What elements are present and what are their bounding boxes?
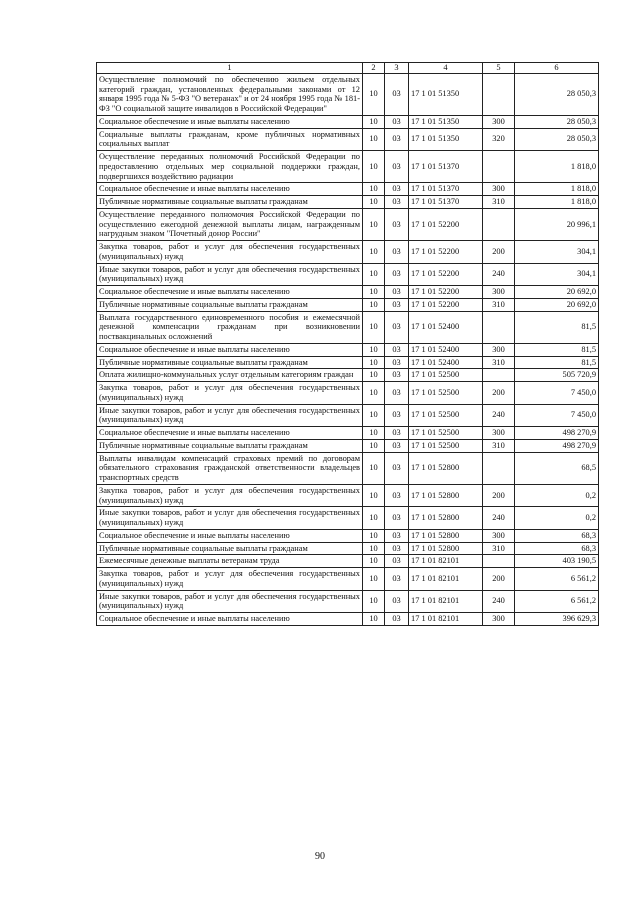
row-subsection-cell: 03 — [385, 427, 409, 440]
row-section-cell: 10 — [363, 196, 385, 209]
row-subsection-cell: 03 — [385, 151, 409, 183]
table-row — [97, 590, 599, 613]
row-section-cell: 10 — [363, 151, 385, 183]
table-row — [97, 507, 599, 530]
row-subsection-cell: 03 — [385, 369, 409, 382]
header-cell-section: 2 — [363, 63, 385, 74]
table-row — [97, 439, 599, 452]
row-name-cell: Иные закупки товаров, работ и услуг для обеспечения государственных (муниципальных) нужд — [97, 507, 363, 530]
row-expense-type-cell — [483, 369, 515, 382]
row-subsection-cell: 03 — [385, 555, 409, 568]
row-name-cell: Иные закупки товаров, работ и услуг для обеспечения государственных (муниципальных) нужд — [97, 263, 363, 286]
row-expense-type-cell: 310 — [483, 439, 515, 452]
table-row — [97, 568, 599, 591]
row-name-cell: Иные закупки товаров, работ и услуг для обеспечения государственных (муниципальных) нужд — [97, 590, 363, 613]
row-subsection-cell: 03 — [385, 439, 409, 452]
table-row — [97, 115, 599, 128]
page-number: 90 — [315, 851, 325, 862]
row-section-cell: 10 — [363, 208, 385, 240]
row-name-cell: Иные закупки товаров, работ и услуг для обеспечения государственных (муниципальных) нужд — [97, 404, 363, 427]
row-section-cell: 10 — [363, 128, 385, 151]
row-name-cell: Осуществление переданного полномочия Российской Федерации по осуществлению ежегодной денежной выплаты лицам, награжденным нагрудным знаком "Почетный донор России" — [97, 208, 363, 240]
row-expense-type-cell: 310 — [483, 196, 515, 209]
row-amount-cell: 6 561,2 — [515, 568, 599, 591]
row-amount-cell: 1 818,0 — [515, 196, 599, 209]
row-expense-type-cell — [483, 73, 515, 115]
table-row — [97, 241, 599, 264]
row-name-cell: Выплата государственного единовременного пособия и ежемесячной денежной компенсации гражданам при возникновении поствакцинальных осложнений — [97, 311, 363, 343]
row-target-article-cell: 17 1 01 52200 — [409, 298, 483, 311]
row-amount-cell: 81,5 — [515, 311, 599, 343]
row-target-article-cell: 17 1 01 82101 — [409, 613, 483, 626]
table-row — [97, 128, 599, 151]
row-subsection-cell: 03 — [385, 404, 409, 427]
row-amount-cell: 498 270,9 — [515, 427, 599, 440]
row-section-cell: 10 — [363, 356, 385, 369]
row-amount-cell: 403 190,5 — [515, 555, 599, 568]
table-row — [97, 263, 599, 286]
row-target-article-cell: 17 1 01 52500 — [409, 404, 483, 427]
row-target-article-cell: 17 1 01 52400 — [409, 311, 483, 343]
row-expense-type-cell: 300 — [483, 529, 515, 542]
row-section-cell: 10 — [363, 439, 385, 452]
row-section-cell: 10 — [363, 298, 385, 311]
row-section-cell: 10 — [363, 568, 385, 591]
table-row — [97, 286, 599, 299]
row-name-cell: Оплата жилищно-коммунальных услуг отдельным категориям граждан — [97, 369, 363, 382]
row-section-cell: 10 — [363, 590, 385, 613]
row-subsection-cell: 03 — [385, 115, 409, 128]
row-amount-cell: 28 050,3 — [515, 115, 599, 128]
row-expense-type-cell: 300 — [483, 115, 515, 128]
row-expense-type-cell — [483, 151, 515, 183]
row-section-cell: 10 — [363, 427, 385, 440]
row-subsection-cell: 03 — [385, 298, 409, 311]
row-amount-cell: 304,1 — [515, 241, 599, 264]
row-subsection-cell: 03 — [385, 73, 409, 115]
row-amount-cell: 396 629,3 — [515, 613, 599, 626]
header-cell-subsection: 3 — [385, 63, 409, 74]
table-row — [97, 382, 599, 405]
row-section-cell: 10 — [363, 73, 385, 115]
row-section-cell: 10 — [363, 183, 385, 196]
row-target-article-cell: 17 1 01 51350 — [409, 115, 483, 128]
row-subsection-cell: 03 — [385, 484, 409, 507]
row-expense-type-cell: 300 — [483, 183, 515, 196]
row-name-cell: Ежемесячные денежные выплаты ветеранам труда — [97, 555, 363, 568]
row-expense-type-cell: 310 — [483, 356, 515, 369]
row-section-cell: 10 — [363, 555, 385, 568]
table-row — [97, 343, 599, 356]
row-name-cell: Осуществление переданных полномочий Российской Федерации по предоставлению отдельных мер социальной поддержки граждан, подвергшихся воздействию радиации — [97, 151, 363, 183]
row-subsection-cell: 03 — [385, 382, 409, 405]
row-subsection-cell: 03 — [385, 568, 409, 591]
row-expense-type-cell: 320 — [483, 128, 515, 151]
row-section-cell: 10 — [363, 115, 385, 128]
row-subsection-cell: 03 — [385, 529, 409, 542]
row-subsection-cell: 03 — [385, 507, 409, 530]
row-target-article-cell: 17 1 01 52200 — [409, 263, 483, 286]
table-row — [97, 196, 599, 209]
row-section-cell: 10 — [363, 382, 385, 405]
row-subsection-cell: 03 — [385, 286, 409, 299]
row-expense-type-cell: 310 — [483, 542, 515, 555]
row-amount-cell: 0,2 — [515, 507, 599, 530]
table-row — [97, 613, 599, 626]
row-target-article-cell: 17 1 01 51370 — [409, 196, 483, 209]
row-expense-type-cell: 240 — [483, 507, 515, 530]
table-row — [97, 151, 599, 183]
row-amount-cell: 20 692,0 — [515, 298, 599, 311]
row-amount-cell: 1 818,0 — [515, 151, 599, 183]
row-target-article-cell: 17 1 01 52800 — [409, 484, 483, 507]
row-target-article-cell: 17 1 01 51370 — [409, 151, 483, 183]
row-target-article-cell: 17 1 01 51350 — [409, 73, 483, 115]
table-row — [97, 73, 599, 115]
row-amount-cell: 68,3 — [515, 529, 599, 542]
row-target-article-cell: 17 1 01 52400 — [409, 356, 483, 369]
row-subsection-cell: 03 — [385, 452, 409, 484]
row-name-cell: Социальные выплаты гражданам, кроме публичных нормативных социальных выплат — [97, 128, 363, 151]
row-amount-cell: 1 818,0 — [515, 183, 599, 196]
row-subsection-cell: 03 — [385, 613, 409, 626]
row-name-cell: Закупка товаров, работ и услуг для обеспечения государственных (муниципальных) нужд — [97, 241, 363, 264]
row-amount-cell: 68,3 — [515, 542, 599, 555]
row-target-article-cell: 17 1 01 52500 — [409, 382, 483, 405]
row-expense-type-cell: 240 — [483, 263, 515, 286]
row-target-article-cell: 17 1 01 52200 — [409, 241, 483, 264]
row-expense-type-cell — [483, 555, 515, 568]
table-row — [97, 311, 599, 343]
row-name-cell: Закупка товаров, работ и услуг для обеспечения государственных (муниципальных) нужд — [97, 382, 363, 405]
row-amount-cell: 7 450,0 — [515, 404, 599, 427]
table-row — [97, 529, 599, 542]
row-section-cell: 10 — [363, 507, 385, 530]
row-name-cell: Социальное обеспечение и иные выплаты населению — [97, 115, 363, 128]
row-subsection-cell: 03 — [385, 208, 409, 240]
row-target-article-cell: 17 1 01 52800 — [409, 529, 483, 542]
row-target-article-cell: 17 1 01 52400 — [409, 343, 483, 356]
row-amount-cell: 20 996,1 — [515, 208, 599, 240]
table-row — [97, 298, 599, 311]
row-amount-cell: 28 050,3 — [515, 128, 599, 151]
row-name-cell: Публичные нормативные социальные выплаты гражданам — [97, 439, 363, 452]
row-amount-cell: 20 692,0 — [515, 286, 599, 299]
row-expense-type-cell — [483, 452, 515, 484]
row-subsection-cell: 03 — [385, 241, 409, 264]
row-amount-cell: 304,1 — [515, 263, 599, 286]
row-subsection-cell: 03 — [385, 542, 409, 555]
row-target-article-cell: 17 1 01 82101 — [409, 555, 483, 568]
row-subsection-cell: 03 — [385, 311, 409, 343]
row-amount-cell: 498 270,9 — [515, 439, 599, 452]
table-row — [97, 542, 599, 555]
row-subsection-cell: 03 — [385, 128, 409, 151]
row-section-cell: 10 — [363, 263, 385, 286]
row-target-article-cell: 17 1 01 82101 — [409, 568, 483, 591]
row-name-cell: Выплаты инвалидам компенсаций страховых премий по договорам обязательного страхования гражданской ответственности владельцев транспортных средств — [97, 452, 363, 484]
row-subsection-cell: 03 — [385, 343, 409, 356]
table-row — [97, 427, 599, 440]
table-row — [97, 555, 599, 568]
row-expense-type-cell — [483, 208, 515, 240]
table-row — [97, 208, 599, 240]
row-name-cell: Социальное обеспечение и иные выплаты населению — [97, 427, 363, 440]
row-section-cell: 10 — [363, 369, 385, 382]
row-expense-type-cell: 300 — [483, 286, 515, 299]
row-expense-type-cell: 200 — [483, 568, 515, 591]
header-cell-amount: 6 — [515, 63, 599, 74]
row-name-cell: Публичные нормативные социальные выплаты гражданам — [97, 542, 363, 555]
row-expense-type-cell: 300 — [483, 343, 515, 356]
row-name-cell: Публичные нормативные социальные выплаты гражданам — [97, 356, 363, 369]
table-row — [97, 484, 599, 507]
row-target-article-cell: 17 1 01 51370 — [409, 183, 483, 196]
row-target-article-cell: 17 1 01 51350 — [409, 128, 483, 151]
row-name-cell: Социальное обеспечение и иные выплаты населению — [97, 286, 363, 299]
row-expense-type-cell: 240 — [483, 590, 515, 613]
row-amount-cell: 81,5 — [515, 356, 599, 369]
row-target-article-cell: 17 1 01 52200 — [409, 208, 483, 240]
row-section-cell: 10 — [363, 542, 385, 555]
row-section-cell: 10 — [363, 241, 385, 264]
row-target-article-cell: 17 1 01 82101 — [409, 590, 483, 613]
row-expense-type-cell: 310 — [483, 298, 515, 311]
row-amount-cell: 68,5 — [515, 452, 599, 484]
budget-table — [96, 62, 599, 626]
row-subsection-cell: 03 — [385, 356, 409, 369]
row-subsection-cell: 03 — [385, 263, 409, 286]
table-row — [97, 356, 599, 369]
row-section-cell: 10 — [363, 286, 385, 299]
row-amount-cell: 505 720,9 — [515, 369, 599, 382]
row-target-article-cell: 17 1 01 52800 — [409, 542, 483, 555]
row-name-cell: Публичные нормативные социальные выплаты гражданам — [97, 298, 363, 311]
row-name-cell: Социальное обеспечение и иные выплаты населению — [97, 183, 363, 196]
row-amount-cell: 6 561,2 — [515, 590, 599, 613]
header-cell-expense-type: 5 — [483, 63, 515, 74]
row-amount-cell: 28 050,3 — [515, 73, 599, 115]
table-row — [97, 369, 599, 382]
row-target-article-cell: 17 1 01 52800 — [409, 507, 483, 530]
table-row — [97, 183, 599, 196]
table-row — [97, 452, 599, 484]
row-expense-type-cell: 200 — [483, 484, 515, 507]
row-expense-type-cell: 200 — [483, 382, 515, 405]
row-name-cell: Закупка товаров, работ и услуг для обеспечения государственных (муниципальных) нужд — [97, 568, 363, 591]
row-section-cell: 10 — [363, 311, 385, 343]
row-subsection-cell: 03 — [385, 196, 409, 209]
row-name-cell: Социальное обеспечение и иные выплаты населению — [97, 343, 363, 356]
row-section-cell: 10 — [363, 484, 385, 507]
row-section-cell: 10 — [363, 529, 385, 542]
row-section-cell: 10 — [363, 452, 385, 484]
row-section-cell: 10 — [363, 404, 385, 427]
row-name-cell: Публичные нормативные социальные выплаты гражданам — [97, 196, 363, 209]
row-target-article-cell: 17 1 01 52500 — [409, 427, 483, 440]
row-amount-cell: 81,5 — [515, 343, 599, 356]
row-subsection-cell: 03 — [385, 590, 409, 613]
row-name-cell: Социальное обеспечение и иные выплаты населению — [97, 529, 363, 542]
row-section-cell: 10 — [363, 613, 385, 626]
row-expense-type-cell: 240 — [483, 404, 515, 427]
header-cell-name: 1 — [97, 63, 363, 74]
row-target-article-cell: 17 1 01 52500 — [409, 369, 483, 382]
row-amount-cell: 0,2 — [515, 484, 599, 507]
row-name-cell: Закупка товаров, работ и услуг для обеспечения государственных (муниципальных) нужд — [97, 484, 363, 507]
row-subsection-cell: 03 — [385, 183, 409, 196]
table-header-row — [97, 63, 599, 74]
row-name-cell: Осуществление полномочий по обеспечению жильем отдельных категорий граждан, установленных федеральными законами от 12 января 1995 года № 5-ФЗ "О ветеранах" и от 24 ноября 1995 года № 181-ФЗ "О социальной защите инвалидов в Российской Федерации" — [97, 73, 363, 115]
table-row — [97, 404, 599, 427]
row-expense-type-cell: 200 — [483, 241, 515, 264]
row-target-article-cell: 17 1 01 52500 — [409, 439, 483, 452]
row-expense-type-cell: 300 — [483, 427, 515, 440]
row-target-article-cell: 17 1 01 52200 — [409, 286, 483, 299]
row-expense-type-cell: 300 — [483, 613, 515, 626]
row-target-article-cell: 17 1 01 52800 — [409, 452, 483, 484]
row-expense-type-cell — [483, 311, 515, 343]
row-section-cell: 10 — [363, 343, 385, 356]
row-amount-cell: 7 450,0 — [515, 382, 599, 405]
header-cell-target-article: 4 — [409, 63, 483, 74]
row-name-cell: Социальное обеспечение и иные выплаты населению — [97, 613, 363, 626]
